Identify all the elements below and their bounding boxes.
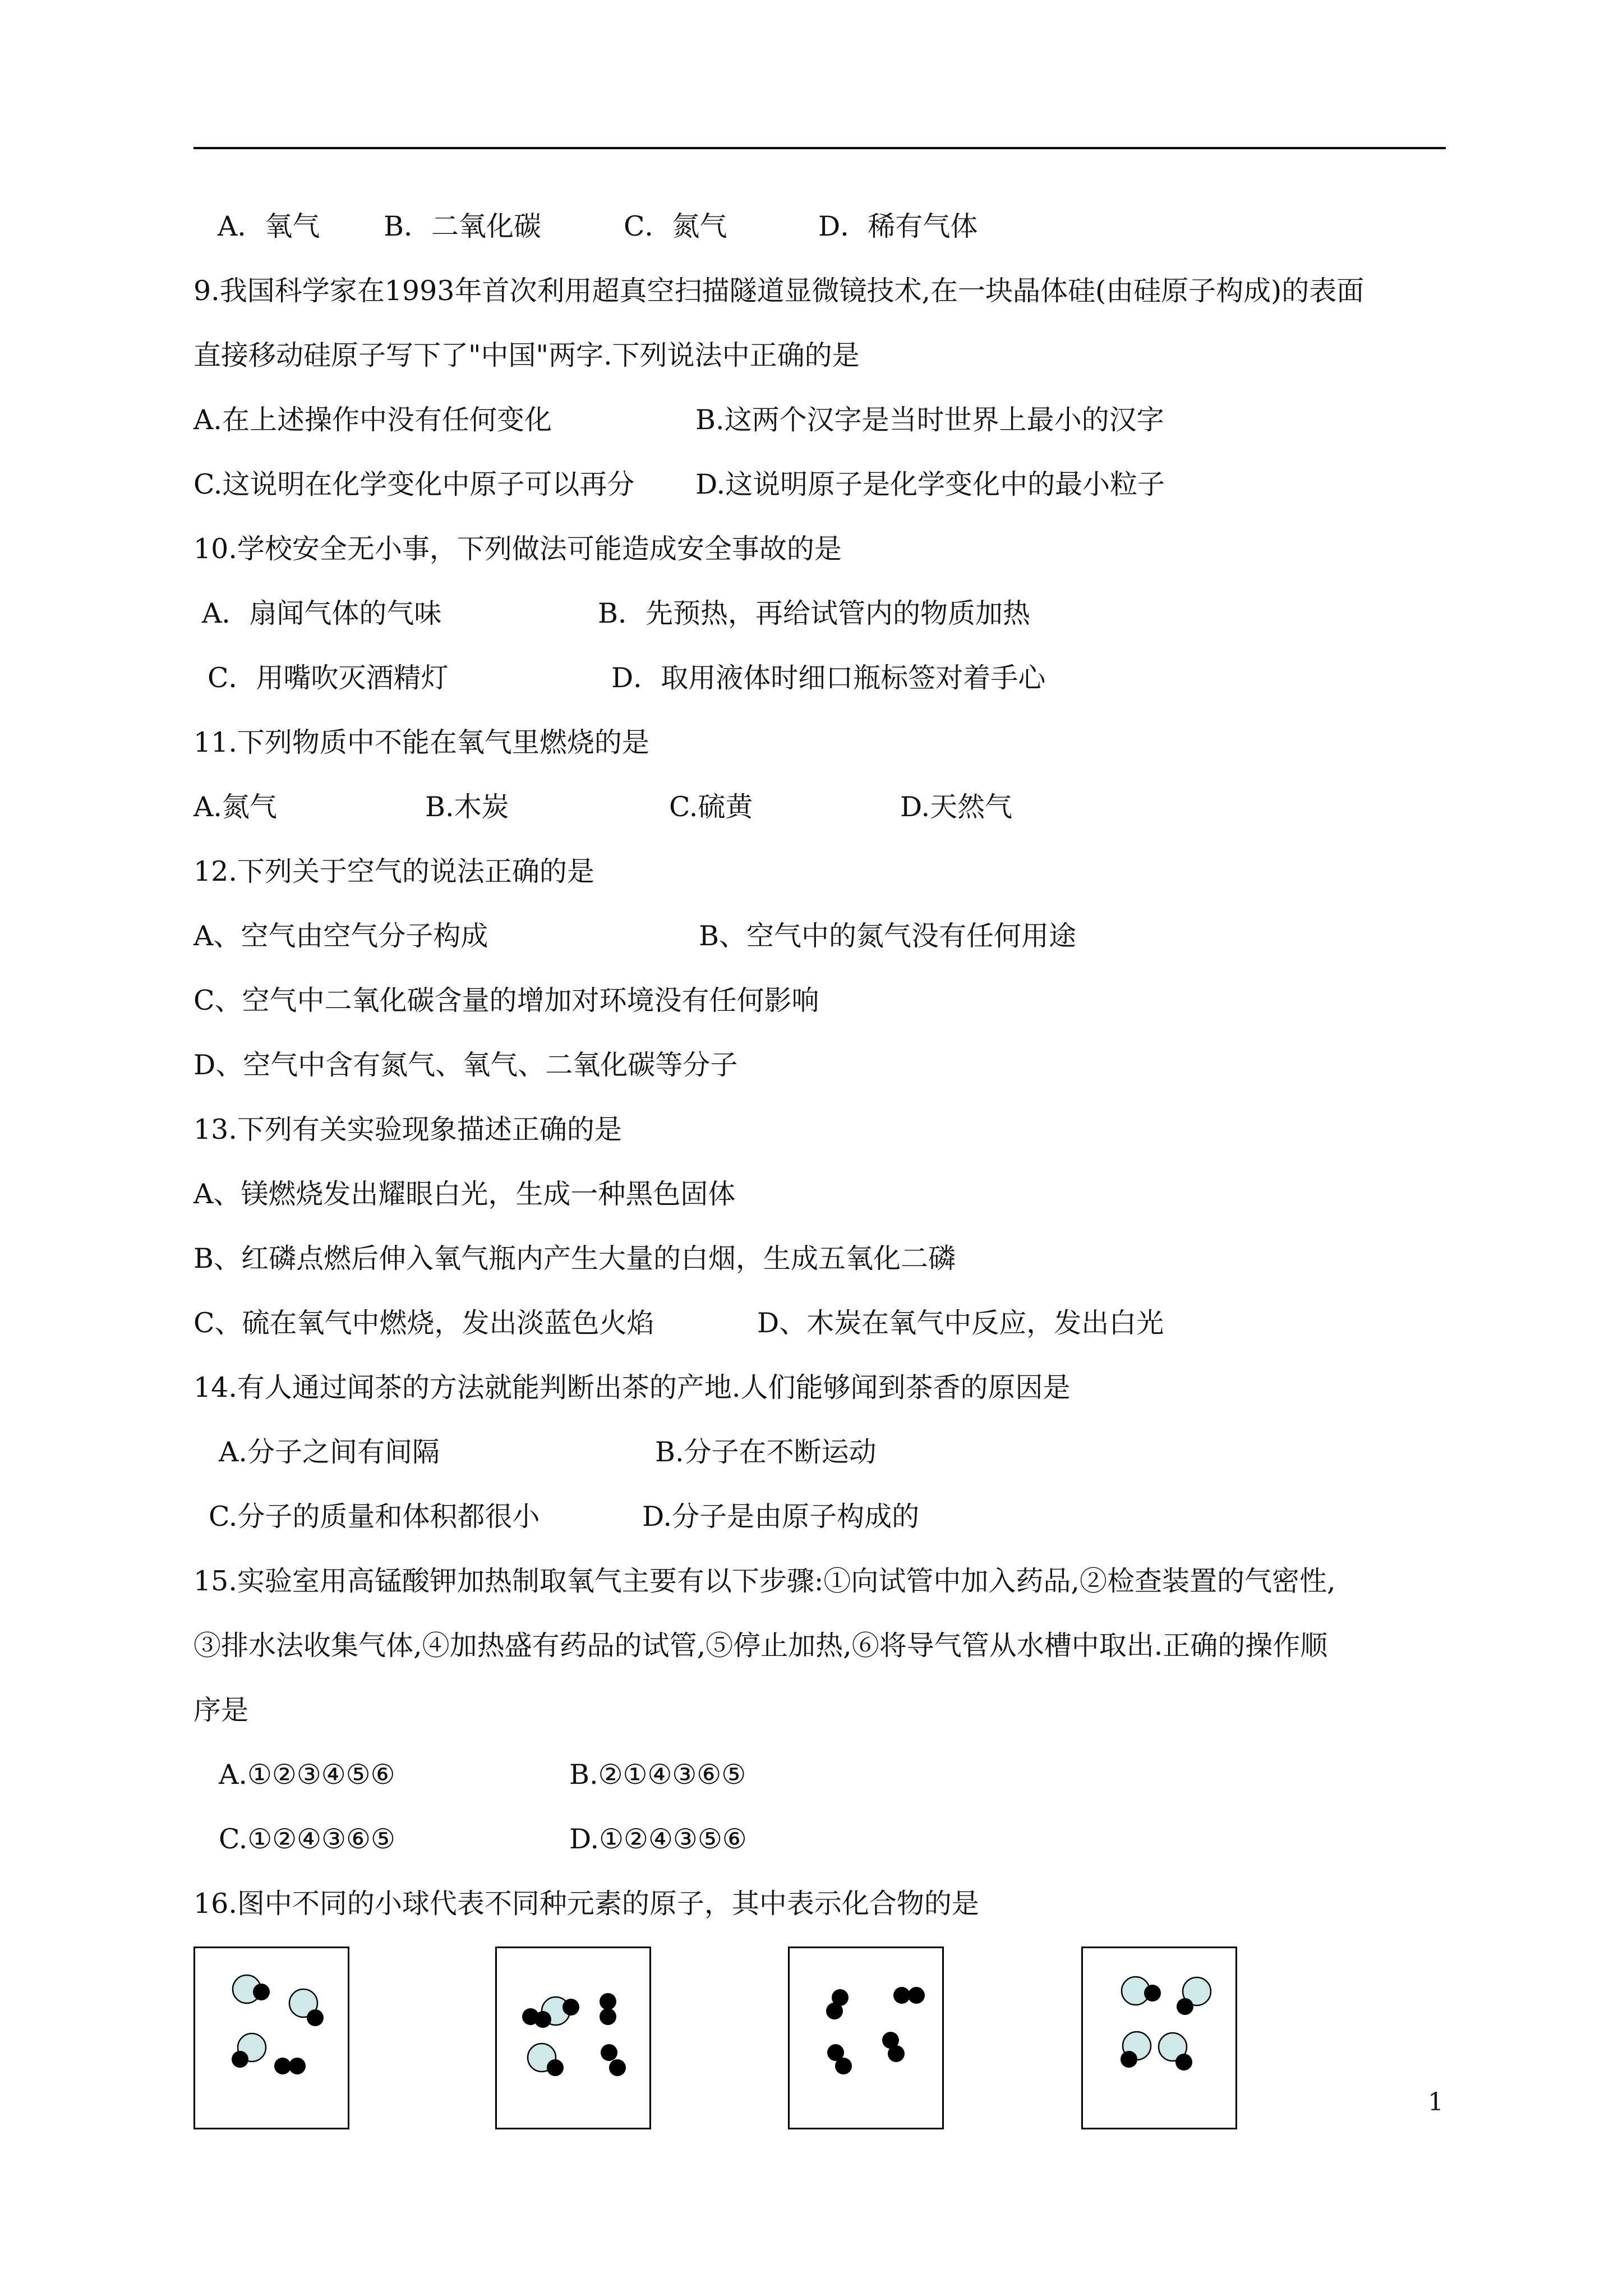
small-atom <box>609 2059 626 2076</box>
small-atom <box>600 2008 616 2025</box>
q12-option-c: C、空气中二氧化碳含量的增加对环境没有任何影响 <box>193 984 819 1016</box>
q16-diagram-c <box>788 1947 944 2129</box>
q16-diagram-d <box>1081 1947 1237 2129</box>
q9-option-a: A.在上述操作中没有任何变化 <box>193 404 552 436</box>
small-atom <box>534 2011 551 2028</box>
q9-stem-line2: 直接移动硅原子写下了"中国"两字.下列说法中正确的是 <box>193 339 860 371</box>
small-atom <box>253 1984 270 2000</box>
small-atom <box>826 2003 843 2019</box>
q14-option-d: D.分子是由原子构成的 <box>642 1501 920 1533</box>
q16-stem: 16.图中不同的小球代表不同种元素的原子，其中表示化合物的是 <box>193 1888 979 1920</box>
small-atom <box>289 2058 306 2074</box>
q14-option-c: C.分子的质量和体积都很小 <box>209 1501 540 1533</box>
small-atom <box>1121 2051 1137 2068</box>
q10-option-a: A．扇闻气体的气味 <box>202 597 442 629</box>
q11-option-b: B.木炭 <box>425 791 509 823</box>
small-atom <box>547 2059 564 2076</box>
q11-option-c: C.硫黄 <box>669 791 753 823</box>
q11-stem: 11.下列物质中不能在氧气里燃烧的是 <box>193 726 649 758</box>
q16-diagram-c-svg <box>790 1948 946 2131</box>
small-atom <box>893 1987 910 2004</box>
q15-option-b: B.②①④③⑥⑤ <box>569 1759 746 1791</box>
small-atom <box>232 2051 248 2068</box>
small-atom <box>1144 1985 1161 2001</box>
small-atom <box>1175 2054 1192 2070</box>
q15-option-c: C.①②④③⑥⑤ <box>219 1823 395 1855</box>
q15-option-d: D.①②④③⑤⑥ <box>569 1823 747 1855</box>
q15-stem-line1: 15.实验室用高锰酸钾加热制取氧气主要有以下步骤:①向试管中加入药品,②检查装置的气密性, <box>193 1565 1336 1597</box>
q16-diagram-b-svg <box>497 1948 653 2131</box>
q15-option-a: A.①②③④⑤⑥ <box>219 1759 395 1791</box>
q14-option-b: B.分子在不断运动 <box>655 1436 877 1468</box>
q9-option-b: B.这两个汉字是当时世界上最小的汉字 <box>695 404 1164 436</box>
q8-options: A．氧气 B．二氧化碳 C．氮气 D．稀有气体 <box>218 210 978 242</box>
q12-option-a: A、空气由空气分子构成 <box>193 920 488 952</box>
q12-stem: 12.下列关于空气的说法正确的是 <box>193 855 594 887</box>
q11-option-d: D.天然气 <box>900 791 1013 823</box>
q13-option-a: A、镁燃烧发出耀眼白光，生成一种黑色固体 <box>193 1178 736 1210</box>
q10-option-c: C．用嘴吹灭酒精灯 <box>208 662 449 694</box>
q10-option-d: D．取用液体时细口瓶标签对着手心 <box>611 662 1046 694</box>
page-number: 1 <box>1428 2088 1444 2116</box>
q12-option-d: D、空气中含有氮气、氧气、二氧化碳等分子 <box>193 1049 738 1081</box>
header-rule <box>193 147 1446 149</box>
q11-option-a: A.氮气 <box>193 791 277 823</box>
small-atom <box>601 2044 617 2061</box>
q15-stem-line2: ③排水法收集气体,④加热盛有药品的试管,⑤停止加热,⑥将导气管从水槽中取出.正确的操作顺 <box>193 1630 1328 1662</box>
q9-option-d: D.这说明原子是化学变化中的最小粒子 <box>695 468 1165 500</box>
q16-diagram-a-svg <box>195 1948 351 2131</box>
q15-stem-line3: 序是 <box>193 1694 249 1726</box>
q12-option-b: B、空气中的氮气没有任何用途 <box>699 920 1077 952</box>
small-atom <box>600 1993 616 2010</box>
small-atom <box>562 1999 579 2016</box>
q10-stem: 10.学校安全无小事，下列做法可能造成安全事故的是 <box>193 533 842 565</box>
q13-stem: 13.下列有关实验现象描述正确的是 <box>193 1114 622 1145</box>
q13-option-d: D、木炭在氧气中反应，发出白光 <box>757 1307 1164 1339</box>
q14-option-a: A.分子之间有间隔 <box>219 1436 440 1468</box>
q13-option-c: C、硫在氧气中燃烧，发出淡蓝色火焰 <box>193 1307 654 1339</box>
q10-option-b: B．先预热，再给试管内的物质加热 <box>598 597 1031 629</box>
q9-option-c: C.这说明在化学变化中原子可以再分 <box>193 468 635 500</box>
small-atom <box>908 1987 925 2004</box>
q14-stem: 14.有人通过闻茶的方法就能判断出茶的产地.人们能够闻到茶香的原因是 <box>193 1372 1071 1404</box>
small-atom <box>1177 1998 1193 2015</box>
q16-diagram-a <box>193 1947 349 2129</box>
small-atom <box>274 2058 291 2074</box>
q16-diagram-b <box>495 1947 651 2129</box>
small-atom <box>888 2045 905 2062</box>
q9-stem-line1: 9.我国科学家在1993年首次利用超真空扫描隧道显微镜技术,在一块晶体硅(由硅原子构成)的表面 <box>193 275 1364 307</box>
q16-diagram-d-svg <box>1083 1948 1239 2131</box>
small-atom <box>835 2058 852 2074</box>
q13-option-b: B、红磷点燃后伸入氧气瓶内产生大量的白烟，生成五氧化二磷 <box>193 1243 956 1274</box>
small-atom <box>307 2009 324 2026</box>
